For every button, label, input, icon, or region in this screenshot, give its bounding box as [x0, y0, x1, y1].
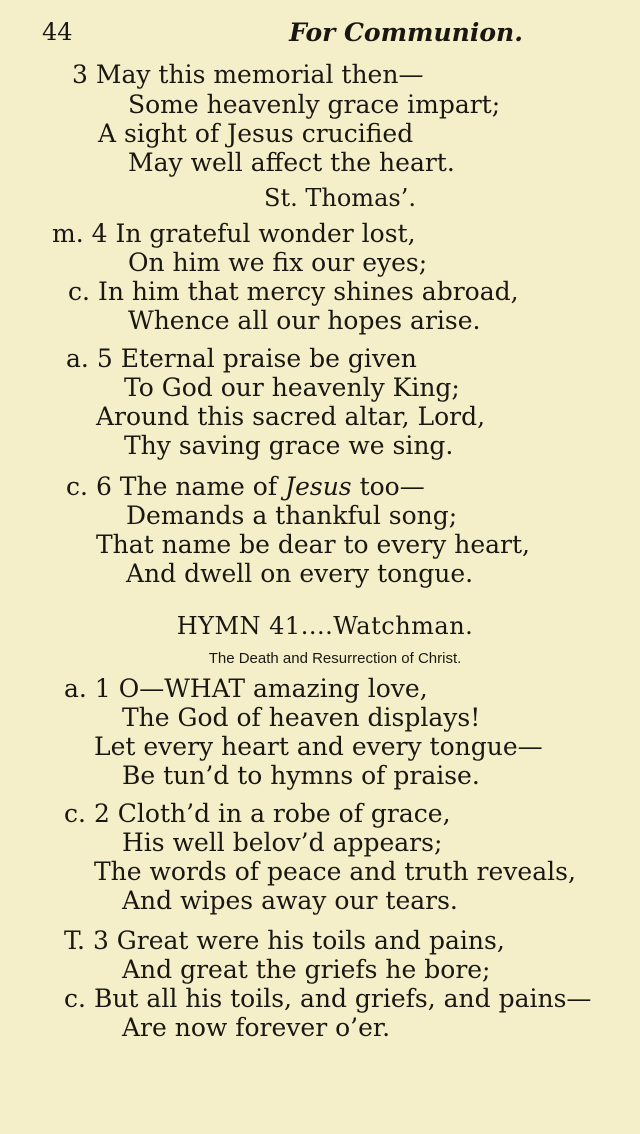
- line-text: 1 O—WHAT amazing love,: [94, 674, 428, 703]
- stanza-6-line-3: That name be dear to every heart,: [96, 530, 530, 559]
- line-text: 4 In grateful wonder lost,: [91, 219, 416, 248]
- dynamic-mark: T.: [64, 926, 85, 955]
- line-text: 5 Eternal praise be given: [96, 344, 417, 373]
- line-text: In him that mercy shines abroad,: [97, 277, 519, 306]
- hymn-stanza-2-line-3: The words of peace and truth reveals,: [94, 857, 576, 886]
- dynamic-mark: a.: [64, 674, 87, 703]
- stanza-5-line-3: Around this sacred altar, Lord,: [96, 402, 486, 431]
- hymn-subtitle: The Death and Resurrection of Christ.: [208, 650, 462, 667]
- line-text: too—: [359, 472, 425, 501]
- page-number: 44: [42, 18, 73, 46]
- stanza-3-line-3: A sight of Jesus crucified: [98, 119, 414, 148]
- dynamic-mark: c.: [68, 277, 90, 306]
- stanza-3-line-4: May well affect the heart.: [128, 148, 455, 177]
- stanza-3-line-1: 3 May this memorial then—: [72, 60, 424, 89]
- stanza-5-line-4: Thy saving grace we sing.: [124, 431, 454, 460]
- stanza-6-line-4: And dwell on every tongue.: [126, 559, 474, 588]
- stanza-6-line-2: Demands a thankful song;: [126, 501, 458, 530]
- stanza-4-line-4: Whence all our hopes arise.: [128, 306, 481, 335]
- dynamic-mark: c.: [64, 984, 86, 1013]
- dynamic-mark: a.: [66, 344, 89, 373]
- running-title: For Communion.: [289, 18, 523, 47]
- hymn-stanza-1-line-1: [64, 674, 428, 704]
- hymn-title: HYMN 41....Watchman.: [176, 612, 474, 640]
- dynamic-mark: c.: [64, 799, 86, 828]
- page-header: [42, 18, 600, 52]
- stanza-3-line-2: Some heavenly grace impart;: [128, 90, 501, 119]
- hymn-stanza-2-line-1: [64, 799, 451, 829]
- hymn-stanza-3-line-4: Are now forever o’er.: [122, 1013, 391, 1042]
- tune-name: St. Thomas’.: [264, 184, 416, 212]
- stanza-5-line-1: [66, 344, 417, 374]
- hymn-stanza-1-line-2: The God of heaven displays!: [122, 703, 481, 732]
- hymn-stanza-1-line-4: Be tun’d to hymns of praise.: [122, 761, 480, 790]
- hymn-stanza-1-line-3: Let every heart and every tongue—: [94, 732, 543, 761]
- hymn-stanza-2-line-4: And wipes away our tears.: [122, 886, 458, 915]
- line-text: 6 The name of: [95, 472, 278, 501]
- stanza-4-line-3: [68, 277, 519, 307]
- line-text: 3 Great were his toils and pains,: [92, 926, 505, 955]
- line-text: But all his toils, and griefs, and pains—: [93, 984, 592, 1013]
- stanza-5-line-2: To God our heavenly King;: [124, 373, 460, 402]
- hymn-stanza-3-line-2: And great the griefs he bore;: [122, 955, 491, 984]
- stanza-4-line-2: On him we fix our eyes;: [128, 248, 428, 277]
- line-text: 2 Cloth’d in a robe of grace,: [93, 799, 451, 828]
- dynamic-mark: c.: [66, 472, 88, 501]
- emphasis-jesus: Jesus: [285, 472, 352, 501]
- hymn-stanza-3-line-1: [64, 926, 505, 956]
- hymn-stanza-2-line-2: His well belov’d appears;: [122, 828, 443, 857]
- stanza-4-line-1: [52, 219, 416, 249]
- hymn-stanza-3-line-3: [64, 984, 591, 1014]
- stanza-6-line-1: [66, 472, 425, 502]
- dynamic-mark: m.: [52, 219, 84, 248]
